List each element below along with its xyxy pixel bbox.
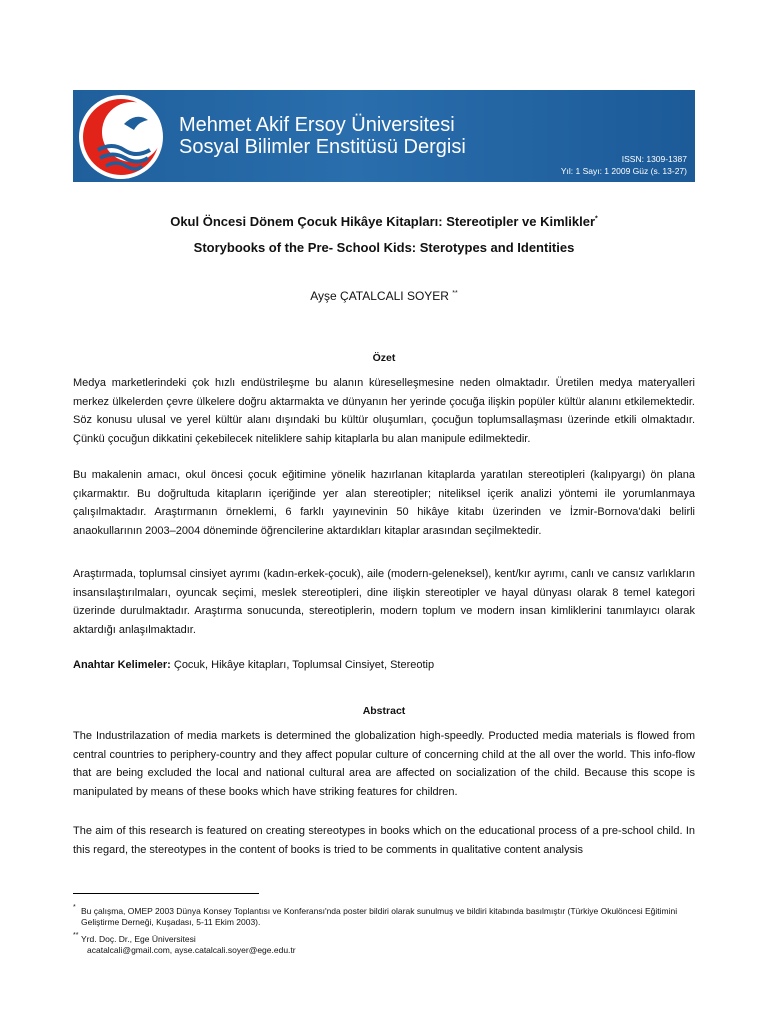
journal-name-line2: Sosyal Bilimler Enstitüsü Dergisi [179, 136, 466, 158]
article-title-turkish: Okul Öncesi Dönem Çocuk Hikâye Kitapları: Stereotipler ve Kimlikler* [170, 214, 598, 229]
footnote-divider [73, 893, 259, 894]
issn-label: ISSN: 1309-1387 [621, 154, 687, 164]
ozet-paragraph-3: Araştırmada, toplumsal cinsiyet ayrımı (kadın-erkek-çocuk), aile (modern-geleneksel), kent/kır ayrımı, canlı ve cansız varlıkların insansılaştırılmaları, oyuncak seçimi, meslek stereotipleri, dine ilişkin stereotipler ve hayal dünyası olarak 8 temel kategori üzerinde durulmaktadır. Araştırma sonucunda, stereotiplerin, modern toplum ve modern insan kimliklerini tanımlayıcı olarak aktardığı anlaşılmaktadır. [73, 568, 695, 636]
author-name: Ayşe ÇATALCALI SOYER ** [310, 289, 458, 303]
keywords-value: Çocuk, Hikâye kitapları, Toplumsal Cinsiyet, Stereotip [173, 659, 435, 671]
footnote-2 [73, 934, 695, 956]
author-footnote-mark: ** [452, 290, 458, 297]
article-title-english: Storybooks of the Pre- School Kids: Sterotypes and Identities [193, 240, 575, 255]
footnote-2-mark: ** [73, 932, 79, 939]
keywords-label: Anahtar Kelimeler: [73, 659, 171, 671]
footnote-2-email[interactable]: acatalcali@gmail.com, ayse.catalcali.soyer@ege.edu.tr [87, 945, 296, 955]
university-crescent-logo-icon [78, 94, 164, 180]
keywords-line [73, 659, 695, 671]
ozet-paragraph-1: Medya marketlerindeki çok hızlı endüstrileşme bu alanın küreselleşmesine neden olmaktadır. Üretilen medya materyalleri merkez ülkelerden çevre ülkelere doğru aktarmakta ve dünyanın her yerinde çocuğa ilişkin popüler kültür alanını etkilemektedir. Söz konusu ulusal ve yerel kültür alanı dışındaki bu kültür oluşumları, çocuğun toplumsallaşması üzerinde etkili olmaktadır. Çünkü çocuğun dikkatini çekebilecek niteliklere sahip kitaplarla bu alan manipule edilmektedir. [73, 377, 695, 445]
abstract-paragraph-1: The Industrilazation of media markets is determined the globalization high-speedly. Producted media materials is flowed from central countries to periphery-country and they affect popular culture of concerning child at the all over the world. This info-flow that are being excluded the local and national cultural area are affected on socialization of the child. Because this scope is manipulated by means of these books which have striking features for children. [73, 730, 695, 798]
footnote-1-text: Bu çalışma, OMEP 2003 Dünya Konsey Toplantısı ve Konferansı'nda poster bildiri olarak sunulmuş ve bildiri kitabında basılmıştır (Türkiye Okulöncesi Eğitimini Geliştirme Derneği, Kuşadası, 5-11 Ekim 2003). [81, 906, 678, 927]
ozet-paragraph-2: Bu makalenin amacı, okul öncesi çocuk eğitimine yönelik hazırlanan kitaplarda yaratılan stereotipleri (kalıpyargı) ön plana çıkarmaktır. Bu doğrultuda kitapların içeriğinde yer alan stereotipler; niteliksel içerik analizi yöntemi ile yorumlanmaya çalışılmaktadır. Araştırmanın örneklemi, 6 farklı yayınevinin 50 hikâye kitabı üzerinden ve İzmir-Bornova'daki belirli anaokullarının 2003–2004 döneminde öğrencilerine aktardıkları kitaplar arasından seçilmektedir. [73, 469, 695, 537]
ozet-heading: Özet [372, 352, 396, 364]
abstract-paragraph-2: The aim of this research is featured on creating stereotypes in books which on the educational process of a pre-school child. In this regard, the stereotypes in the content of books is tried to be comments in qualitative content analysis [73, 825, 695, 856]
issue-label: Yıl: 1 Sayı: 1 2009 Güz (s. 13-27) [560, 166, 687, 176]
footnote-2-text: Yrd. Doç. Dr., Ege Üniversitesi [81, 934, 196, 944]
title-footnote-mark: * [595, 215, 598, 223]
footnote-1-mark: * [73, 904, 76, 911]
journal-header-banner [73, 90, 695, 182]
journal-name-line1: Mehmet Akif Ersoy Üniversitesi [179, 114, 455, 136]
abstract-heading: Abstract [362, 705, 406, 717]
footnote-1 [73, 906, 695, 928]
